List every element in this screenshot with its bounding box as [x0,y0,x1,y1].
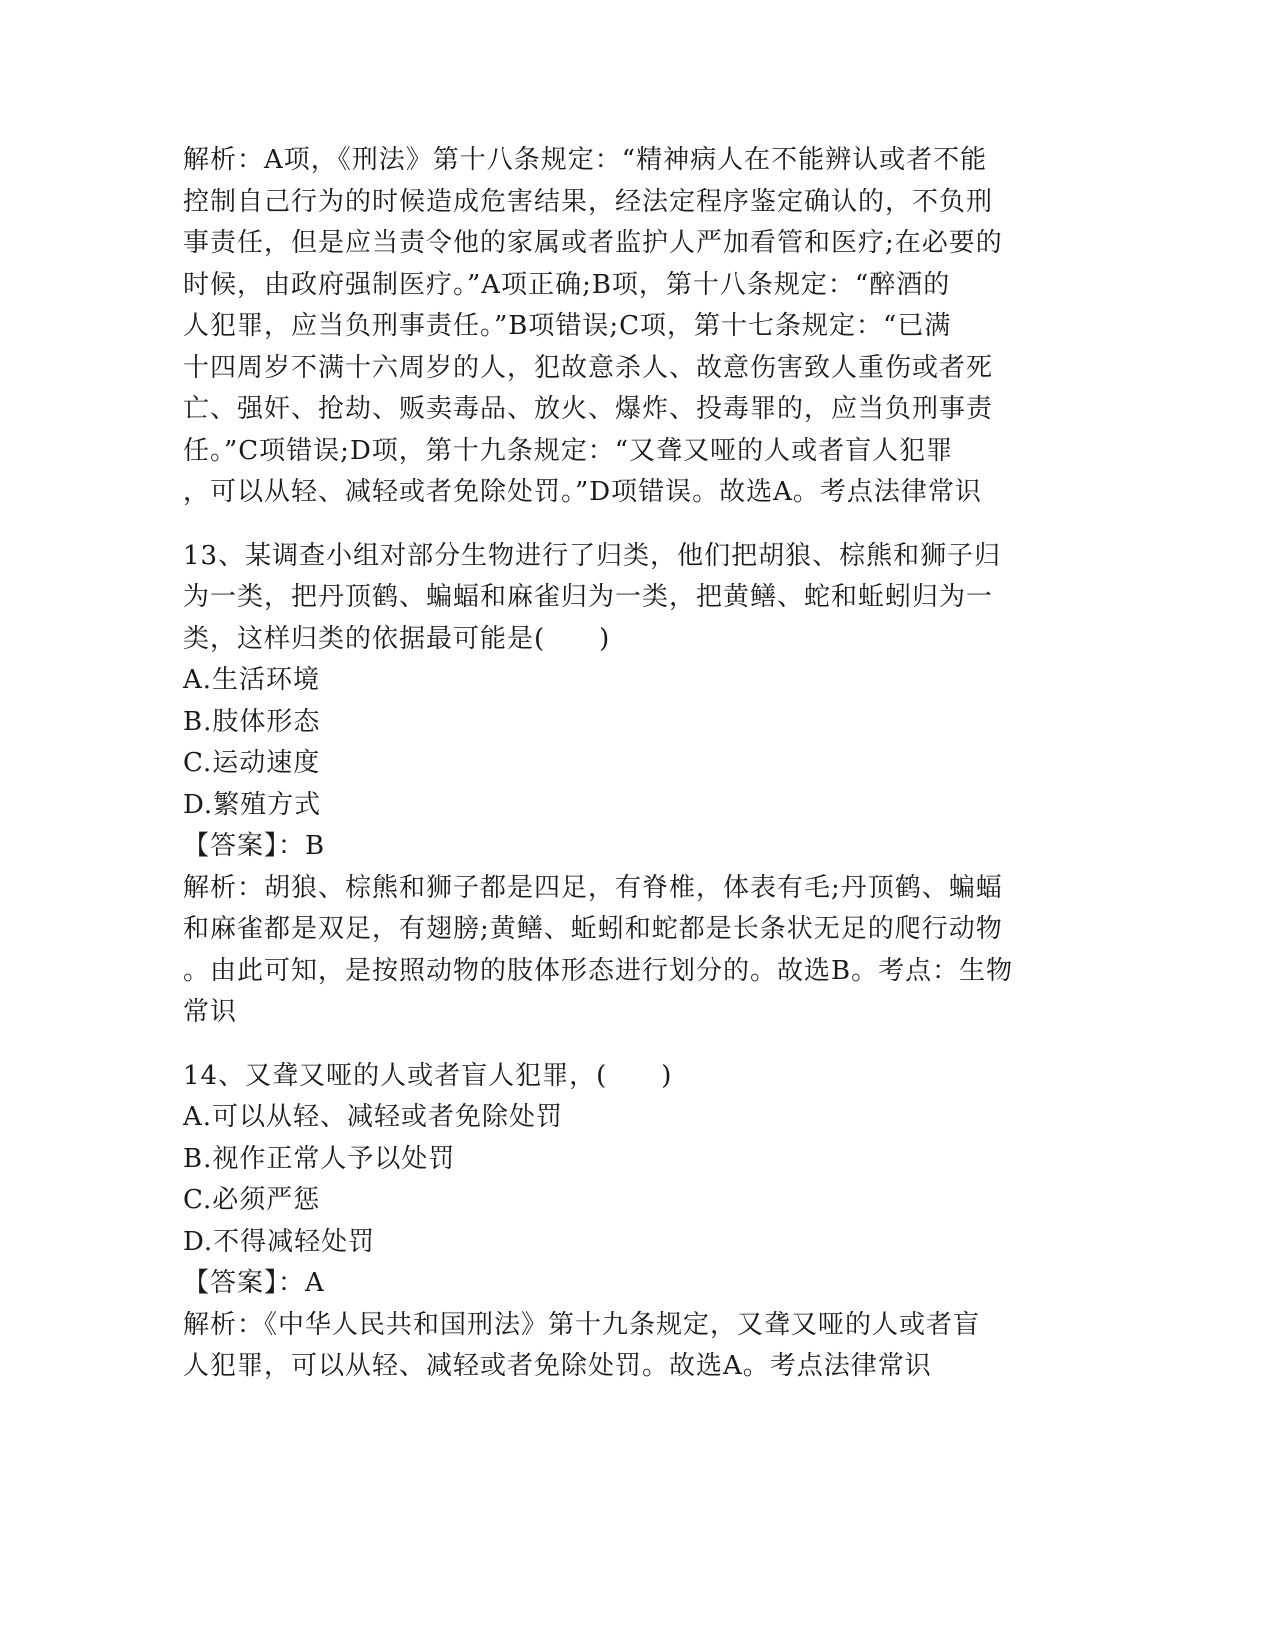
analysis-line: 亡、强奸、抢劫、贩卖毒品、放火、爆炸、投毒罪的，应当负刑事责 [183,394,994,424]
analysis-line: 人犯罪，可以从轻、减轻或者免除处罚。故选A。考点法律常识 [183,1351,932,1381]
question-text: 13、某调查小组对部分生物进行了归类，他们把胡狼、棕熊和狮子归 [183,540,1002,571]
section-gap [183,514,1083,536]
question-14 [183,1056,1083,1388]
analysis-line: 解析：胡狼、棕熊和狮子都是四足，有脊椎，体表有毛;丹顶鹤、蝙蝠 [183,872,1003,903]
section-gap [183,1034,1083,1056]
analysis-line: 任。”C项错误;D项，第十九条规定：“又聋又哑的人或者盲人犯罪 [183,435,954,466]
analysis-line: ，可以从轻、减轻或者免除处罚。”D项错误。故选A。考点法律常识 [183,477,982,507]
question-13 [183,536,1083,1034]
question-text: 14、又聋又哑的人或者盲人犯罪，( ) [183,1060,673,1091]
option-b: B.肢体形态 [183,706,321,737]
analysis-line: 时候，由政府强制医疗。”A项正确;B项，第十八条规定：“醉酒的 [183,269,951,300]
option-b: B.视作正常人予以处罚 [183,1143,456,1174]
document-page [183,140,1083,1388]
option-d: D.不得减轻处罚 [183,1226,376,1257]
analysis-line: 和麻雀都是双足，有翅膀;黄鳝、蚯蚓和蛇都是长条状无足的爬行动物 [183,914,1003,944]
analysis-line: 解析：A项，《刑法》第十八条规定：“精神病人在不能辨认或者不能 [183,145,988,175]
option-c: C.必须严惩 [183,1185,321,1215]
option-a: A.生活环境 [183,665,321,695]
answer-line: 【答案】：B [183,831,326,861]
option-d: D.繁殖方式 [183,789,322,820]
analysis-line: 事责任，但是应当责令他的家属或者监护人严加看管和医疗;在必要的 [183,228,1003,258]
analysis-line: 控制自己行为的时候造成危害结果，经法定程序鉴定确认的，不负刑 [183,186,994,217]
option-a: A.可以从轻、减轻或者免除处罚 [183,1102,564,1132]
analysis-block-12 [183,140,1083,514]
question-text: 类，这样归类的依据最可能是( ) [183,623,611,654]
analysis-line: 解析：《中华人民共和国刑法》第十九条规定，又聋又哑的人或者盲 [183,1309,981,1340]
analysis-line: 人犯罪，应当负刑事责任。”B项错误;C项，第十七条规定：“已满 [183,311,952,341]
analysis-line: 常识 [183,997,238,1027]
question-text: 为一类，把丹顶鹤、蝙蝠和麻雀归为一类，把黄鳝、蛇和蚯蚓归为一 [183,582,994,612]
analysis-line: 。由此可知，是按照动物的肢体形态进行划分的。故选B。考点：生物 [183,955,1014,986]
option-c: C.运动速度 [183,748,321,778]
analysis-line: 十四周岁不满十六周岁的人，犯故意杀人、故意伤害致人重伤或者死 [183,352,994,383]
answer-line: 【答案】：A [183,1268,325,1298]
